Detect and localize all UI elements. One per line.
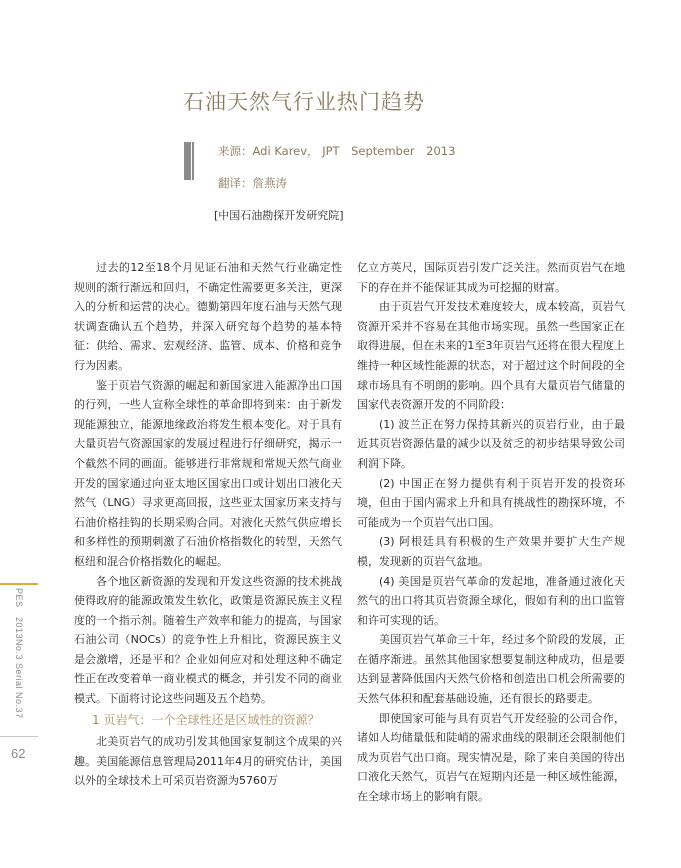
list-item: (1) 波兰正在努力保持其新兴的页岩行业，由于最近其页岩资源估量的减少以及贫乏的初步结果导致公司利润下降。 (357, 417, 625, 470)
journal-issue-label: PES 2013No.3 Serial No.37 (14, 588, 24, 719)
article-source: 来源：Adi Karev， JPT September 2013 (218, 144, 456, 158)
list-item: (3) 阿根廷具有积极的生产效果并要扩大生产规模，发现新的页岩气盆地。 (357, 535, 625, 568)
article-translator: 翻译：詹燕涛 (218, 176, 287, 190)
article-title: 石油天然气行业热门趋势 (183, 90, 425, 114)
sidebar-accent-line (0, 583, 38, 585)
page-number: 62 (11, 746, 26, 761)
paragraph: 亿立方英尺，国际页岩引发广泛关注。然而页岩气在地下的存在并不能保证其成为可挖掘的财富。 (357, 261, 625, 294)
sidebar-divider (0, 736, 38, 737)
left-column (74, 258, 342, 791)
meta-accent-bar (184, 142, 191, 180)
right-column (357, 258, 625, 807)
article-affiliation: [中国石油勘探开发研究院] (214, 209, 344, 222)
paragraph: 由于页岩气开发技术难度较大，成本较高，页岩气资源开采并不容易在其他市场实现。虽然一些国家正在取得进展，但在未来的1至3年页岩气还将在很大程度上维持一种区域性能源的状态，对于超过这个时间段的全球市场具有不明朗的影响。四个具有大量页岩气储量的国家代表资源开发的不同阶段： (357, 300, 625, 412)
paragraph: 美国页岩气革命三十年，经过多个阶段的发展，正在循序渐进。虽然其他国家想要复制这种成功，但是要达到显著降低国内天然气价格和创造出口机会所需要的天然气体积和配套基础设施，还有很长的路要走。 (357, 633, 625, 706)
list-item: (4) 美国是页岩气革命的发起地，准备通过液化天然气的出口将其页岩资源全球化，假如有利的出口监管和许可实现的话。 (357, 574, 625, 627)
paragraph: 各个地区新资源的发现和开发这些资源的技术挑战使得政府的能源政策发生软化，政策是资源民族主义程度的一个指示剂。随着生产效率和能力的提高，与国家石油公司（NOCs）的竞争性上升相比，资源民族主义是会激增，还是平和？企业如何应对和处理这种不确定性正在改变着单一商业模式的概念，并引发不同的商业模式。下面将讨论这些问题及五个趋势。 (74, 574, 342, 706)
section-heading: 1 页岩气：一个全球性还是区域性的资源？ (92, 712, 320, 727)
list-item: (2) 中国正在努力提供有利于页岩开发的投资环境，但由于国内需求上升和具有挑战性的勘探环境，不可能成为一个页岩气出口国。 (357, 476, 625, 529)
paragraph: 即使国家可能与具有页岩气开发经验的公司合作，诸如人均储量低和陡峭的需求曲线的限制还会限制他们成为页岩气出口商。现实情况是，除了来自美国的待出口液化天然气，页岩气在短期内还是一种区域性能源，在全球市场上的影响有限。 (357, 711, 625, 804)
paragraph: 鉴于页岩气资源的崛起和新国家进入能源净出口国的行列，一些人宣称全球性的革命即将到来：由于新发现能源独立，能源地缘政治将发生根本变化。对于具有大量页岩气资源国家的发展过程进行仔细研究，揭示一个截然不同的画面。能够进行非常规和常规天然气商业开发的国家通过向亚太地区国家出口或计划出口液化天然气（LNG）寻求更高回报，这些亚太国家历来支持与石油价格挂钩的长期采购合同。对液化天然气供应增长和多样性的预期刺激了石油价格指数化的转型，天然气枢纽和混合价格指数化的崛起。 (74, 378, 342, 568)
paragraph: 北美页岩气的成功引发其他国家复制这个成果的兴趣。美国能源信息管理局2011年4月的研究估计，美国以外的全球技术上可采页岩资源为5760万 (74, 735, 342, 788)
paragraph: 过去的12至18个月见证石油和天然气行业确定性规则的渐行渐远和回归，不确定性需要更多关注，更深入的分析和运营的决心。德勤第四年度石油与天然气现状调查确认五个趋势，并深入研究每个趋势的基本特征：供给、需求、宏观经济、监管、成本、价格和竞争行为因素。 (74, 261, 342, 372)
